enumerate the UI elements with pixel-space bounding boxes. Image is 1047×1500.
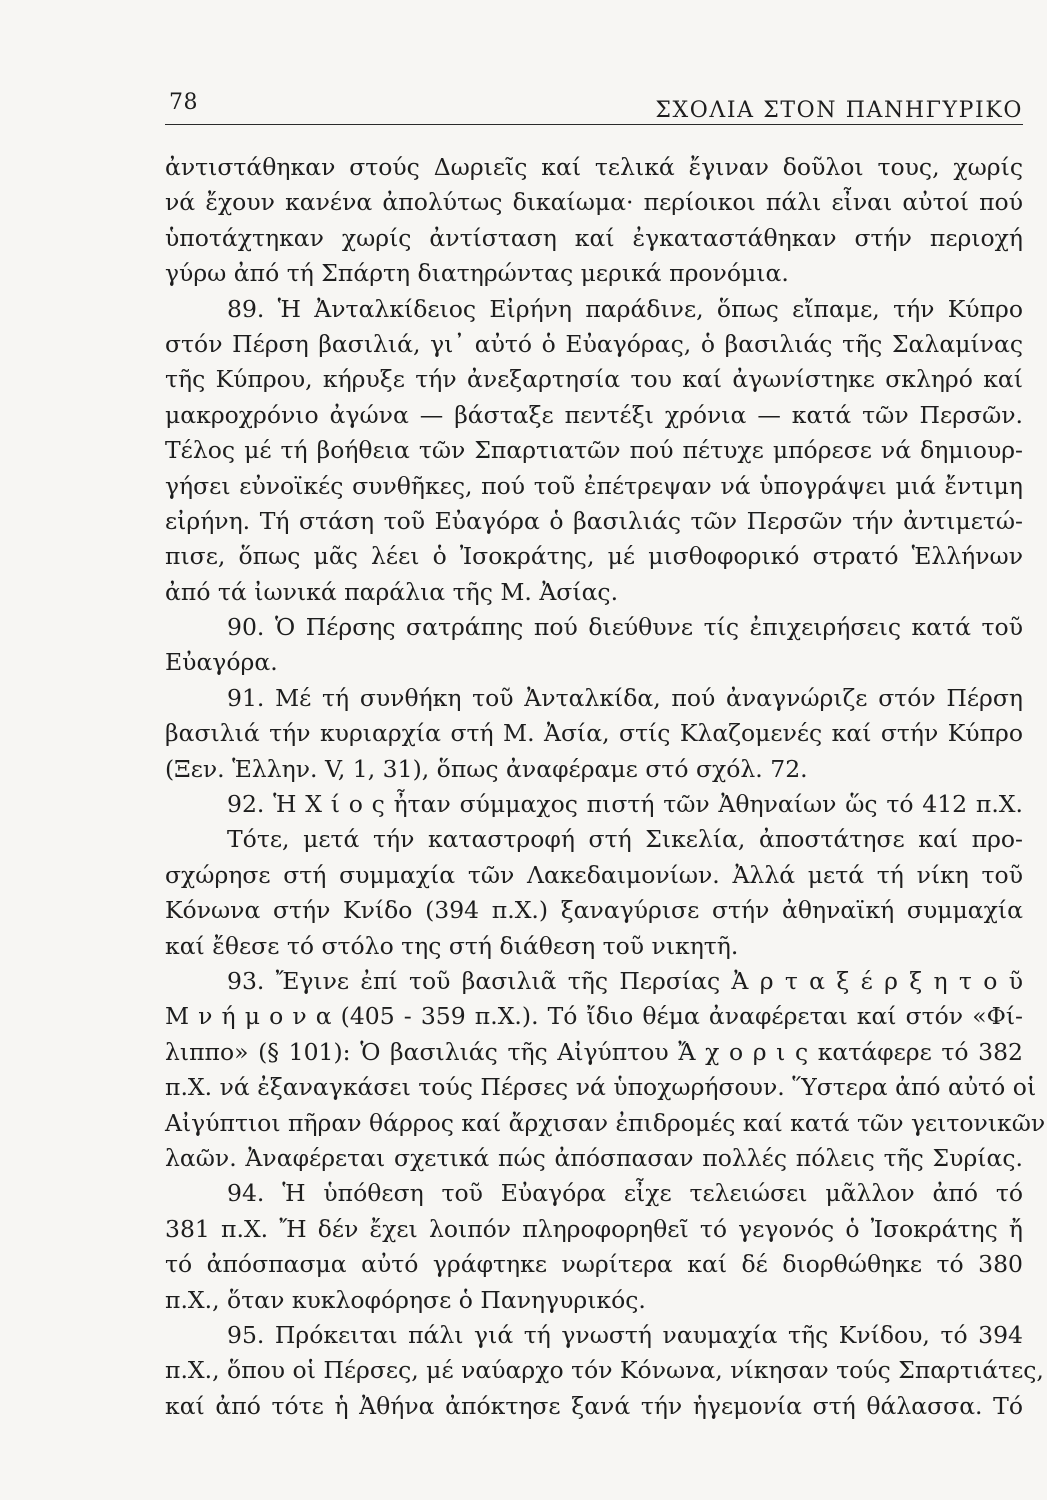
text-line: καί ἀπό τότε ἡ Ἀθήνα ἀπόκτησε ξανά τήν ἡγεμονία στή θάλασσα. Τό — [165, 1391, 1023, 1420]
text-line: ἀντιστάθηκαν στούς Δωριεῖς καί τελικά ἔγιναν δοῦλοι τους, χωρίς — [165, 153, 1023, 181]
text-line: πισε, ὅπως μᾶς λέει ὁ Ἰσοκράτης, μέ μισθοφορικό στρατό Ἑλλήνων — [165, 542, 1023, 571]
text-line: Μ ν ή μ ο ν α (405 - 359 π.Χ.). Τό ἴδιο θέμα ἀναφέρεται καί στόν «Φί- — [165, 1002, 1023, 1031]
header-rule — [165, 124, 1023, 125]
text-line: (Ξεν. Ἑλλην. V, 1, 31), ὅπως ἀναφέραμε στό σχόλ. 72. — [165, 754, 808, 783]
text-line: εἰρήνη. Τή στάση τοῦ Εὐαγόρα ὁ βασιλιάς τῶν Περσῶν τήν ἀντιμετώ- — [165, 506, 1023, 535]
text-line: γύρω ἀπό τή Σπάρτη διατηρώντας μερικά προνόμια. — [165, 259, 789, 288]
text-line: Τέλος μέ τή βοήθεια τῶν Σπαρτιατῶν πού πέτυχε μπόρεσε νά δημιουρ- — [165, 436, 1023, 465]
text-line: νά ἔχουν κανένα ἀπολύτως δικαίωμα· περίοικοι πάλι εἶναι αὐτοί πού — [165, 188, 1023, 217]
text-line: Κόνωνα στήν Κνίδο (394 π.Χ.) ξαναγύρισε στήν ἀθηναϊκή συμμαχία — [165, 896, 1023, 925]
note-92-start: 92. Ἡ Χ ί ο ς ἦταν σύμμαχος πιστή τῶν Ἀθηναίων ὥς τό 412 π.Χ. — [227, 790, 1023, 819]
text-line: μακροχρόνιο ἀγώνα — βάσταξε πεντέξι χρόνια — κατά τῶν Περσῶν. — [165, 400, 1023, 429]
text-line: ἀπό τά ἰωνικά παράλια τῆς Μ. Ἀσίας. — [165, 577, 619, 606]
note-95-start: 95. Πρόκειται πάλι γιά τή γνωστή ναυμαχία τῆς Κνίδου, τό 394 — [227, 1320, 1023, 1349]
text-line: βασιλιά τήν κυριαρχία στή Μ. Ἀσία, στίς Κλαζομενές καί στήν Κύπρο — [165, 719, 1023, 748]
text-line: γήσει εὐνοϊκές συνθῆκες, πού τοῦ ἐπέτρεψαν νά ὑπογράψει μιά ἔντιμη — [165, 471, 1023, 500]
text-line: τό ἀπόσπασμα αὐτό γράφτηκε νωρίτερα καί δέ διορθώθηκε τό 380 — [165, 1250, 1023, 1279]
text-line: καί ἔθεσε τό στόλο της στή διάθεση τοῦ νικητῆ. — [165, 931, 739, 960]
text-line: π.Χ., ὅπου οἱ Πέρσες, μέ ναύαρχο τόν Κόνωνα, νίκησαν τούς Σπαρτιάτες, — [165, 1356, 1044, 1385]
note-90-start: 90. Ὁ Πέρσης σατράπης πού διεύθυνε τίς ἐπιχειρήσεις κατά τοῦ — [227, 613, 1023, 642]
text-line: ὑποτάχτηκαν χωρίς ἀντίσταση καί ἐγκαταστάθηκαν στήν περιοχή — [165, 223, 1023, 252]
text-line: Αἰγύπτιοι πῆραν θάρρος καί ἄρχισαν ἐπιδρομές καί κατά τῶν γειτονικῶν — [165, 1108, 1046, 1137]
text-line: λιππο» (§ 101): Ὁ βασιλιάς τῆς Αἰγύπτου Ἄ χ ο ρ ι ς κατάφερε τό 382 — [165, 1037, 1023, 1066]
text-line: Τότε, μετά τήν καταστροφή στή Σικελία, ἀποστάτησε καί προ- — [227, 825, 1023, 854]
running-head: ΣΧΟΛΙΑ ΣΤΟΝ ΠΑΝΗΓΥΡΙΚΟ — [655, 98, 1023, 123]
text-line: Εὐαγόρα. — [165, 648, 278, 677]
text-line: σχώρησε στή συμμαχία τῶν Λακεδαιμονίων. Ἀλλά μετά τή νίκη τοῦ — [165, 860, 1023, 889]
text-line: τῆς Κύπρου, κήρυξε τήν ἀνεξαρτησία του καί ἀγωνίστηκε σκληρό καί — [165, 365, 1023, 394]
commentary-text — [165, 150, 1046, 1424]
text-line: στόν Πέρση βασιλιά, γι᾿ αὐτό ὁ Εὐαγόρας, ὁ βασιλιάς τῆς Σαλαμίνας — [165, 329, 1023, 358]
page-number: 78 — [169, 90, 198, 115]
text-line: π.Χ. νά ἐξαναγκάσει τούς Πέρσες νά ὑποχωρήσουν. Ὕστερα ἀπό αὐτό οἱ — [165, 1073, 1037, 1102]
note-93-start: 93. Ἔγινε ἐπί τοῦ βασιλιᾶ τῆς Περσίας Ἀ ρ τ α ξ έ ρ ξ η τ ο ῦ — [227, 966, 1023, 995]
text-line: 381 π.Χ. Ἤ δέν ἔχει λοιπόν πληροφορηθεῖ τό γεγονός ὁ Ἰσοκράτης ἤ — [165, 1214, 1023, 1243]
page-header — [165, 84, 1023, 126]
text-line: λαῶν. Ἀναφέρεται σχετικά πώς ἀπόσπασαν πολλές πόλεις τῆς Συρίας. — [165, 1143, 1023, 1172]
note-94-start: 94. Ἡ ὑπόθεση τοῦ Εὐαγόρα εἶχε τελειώσει μᾶλλον ἀπό τό — [227, 1179, 1023, 1208]
note-89-start: 89. Ἡ Ἀνταλκίδειος Εἰρήνη παράδινε, ὅπως εἴπαμε, τήν Κύπρο — [227, 294, 1023, 323]
note-91-start: 91. Μέ τή συνθήκη τοῦ Ἀνταλκίδα, πού ἀναγνώριζε στόν Πέρση — [227, 683, 1023, 712]
text-line: π.Χ., ὅταν κυκλοφόρησε ὁ Πανηγυρικός. — [165, 1285, 646, 1314]
